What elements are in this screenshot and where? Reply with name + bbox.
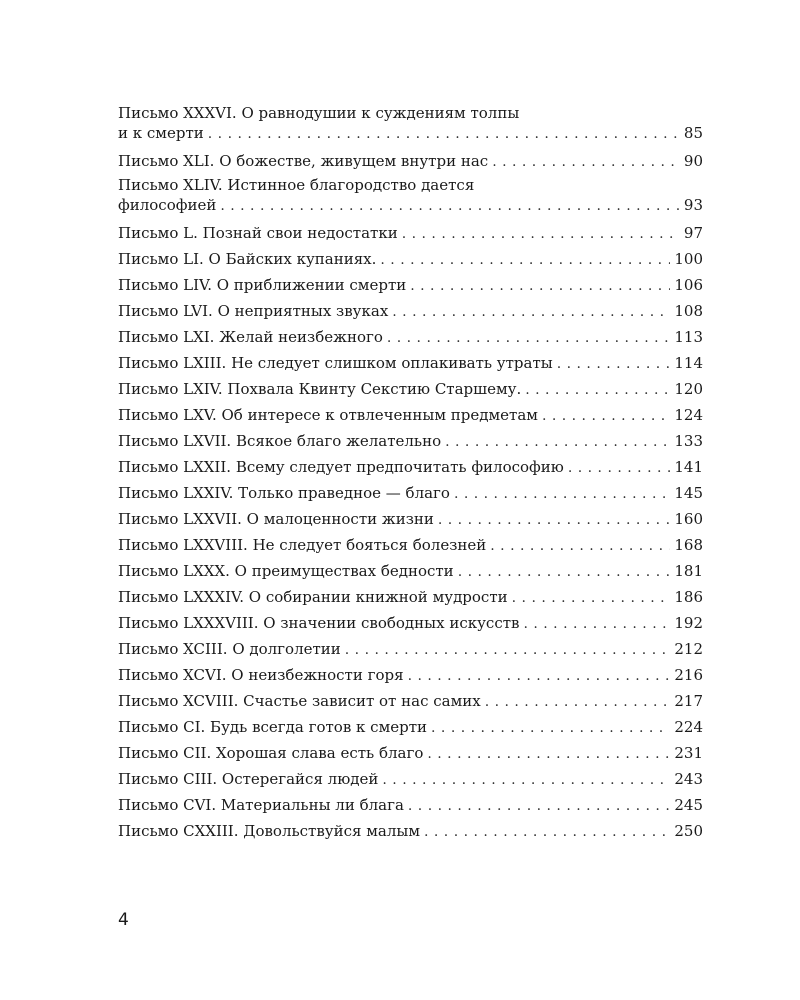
- toc-entry-page: 168: [674, 536, 703, 554]
- dot-leader: [568, 456, 671, 481]
- toc-entry-page: 93: [683, 196, 703, 214]
- toc-entry[interactable]: [118, 689, 703, 715]
- toc-entry-title: Письмо LXXIV. Только праведное — благо: [118, 484, 450, 502]
- dot-leader: [392, 300, 670, 325]
- toc-entry[interactable]: [118, 767, 703, 793]
- toc-entry[interactable]: [118, 103, 703, 144]
- dot-leader: [380, 248, 670, 273]
- dot-leader: [438, 508, 670, 533]
- dot-leader: [525, 378, 670, 403]
- toc-entry-title: философией: [118, 196, 217, 214]
- toc-entry-title: Письмо XCVI. О неизбежности горя: [118, 666, 404, 684]
- dot-leader: [427, 742, 670, 767]
- toc-entry[interactable]: [118, 247, 703, 273]
- toc-entry[interactable]: [118, 637, 703, 663]
- toc-entry-page: 133: [674, 432, 703, 450]
- toc-entry-title: Письмо XCVIII. Счастье зависит от нас самих: [118, 692, 481, 710]
- dot-leader: [557, 352, 671, 377]
- toc-entry-title: Письмо LXV. Об интересе к отвлеченным предметам: [118, 406, 538, 424]
- dot-leader: [345, 638, 671, 663]
- toc-entry-title: Письмо CI. Будь всегда готов к смерти: [118, 718, 428, 736]
- toc-entry-title: Письмо LXXII. Всему следует предпочитать философию: [118, 458, 564, 476]
- toc-entry-title-line1: Письмо XLIV. Истинное благородство дается: [118, 176, 475, 194]
- dot-leader: [402, 222, 680, 247]
- toc-entry-title: Письмо CXXIII. Довольствуйся малым: [118, 822, 420, 840]
- dot-leader: [410, 274, 670, 299]
- toc-entry-title: Письмо LXXVII. О малоценности жизни: [118, 510, 434, 528]
- toc-entry-title: Письмо LXI. Желай неизбежного: [118, 328, 383, 346]
- toc-entry-page: 124: [674, 406, 703, 424]
- toc-entry-title: Письмо LXVII. Всякое благо желательно: [118, 432, 442, 450]
- toc-entry-title: Письмо CIII. Остерегайся людей: [118, 770, 379, 788]
- toc-entry-page: 145: [674, 484, 703, 502]
- toc-entry[interactable]: [118, 149, 703, 175]
- dot-leader: [431, 716, 670, 741]
- toc-entry-page: 243: [674, 770, 703, 788]
- toc-entry[interactable]: [118, 819, 703, 845]
- toc-entry-page: 141: [674, 458, 703, 476]
- dot-leader: [512, 586, 671, 611]
- toc-entry-title: Письмо L. Познай свои недостатки: [118, 224, 398, 242]
- toc-entry[interactable]: [118, 507, 703, 533]
- dot-leader: [492, 150, 680, 175]
- toc-entry-page: 250: [674, 822, 703, 840]
- toc-entry-title: Письмо CII. Хорошая слава есть благо: [118, 744, 424, 762]
- toc-entry-page: 192: [674, 614, 703, 632]
- toc-entry-title: Письмо LIV. О приближении смерти: [118, 276, 407, 294]
- toc-entry[interactable]: [118, 793, 703, 819]
- toc-entry[interactable]: [118, 299, 703, 325]
- toc-entry[interactable]: [118, 325, 703, 351]
- toc-entry-page: 245: [674, 796, 703, 814]
- toc-entry[interactable]: [118, 663, 703, 689]
- dot-leader: [220, 196, 680, 216]
- toc-entry[interactable]: [118, 533, 703, 559]
- toc-entry[interactable]: [118, 715, 703, 741]
- toc-entry[interactable]: [118, 429, 703, 455]
- dot-leader: [382, 768, 670, 793]
- toc-entry-title: Письмо LXIII. Не следует слишком оплакивать утраты: [118, 354, 553, 372]
- toc-entry-title: Письмо LXXX. О преимуществах бедности: [118, 562, 454, 580]
- toc-entry[interactable]: [118, 175, 703, 216]
- toc-entry-page: 216: [674, 666, 703, 684]
- toc-entry-title: Письмо LXIV. Похвала Квинту Секстию Старшему.: [118, 380, 522, 398]
- toc-entry-page: 186: [674, 588, 703, 606]
- toc-entry-page: 224: [674, 718, 703, 736]
- toc-entry-page: 108: [674, 302, 703, 320]
- page-number: 4: [118, 910, 129, 930]
- toc-entry[interactable]: [118, 403, 703, 429]
- toc-entry-title: Письмо CVI. Материальны ли блага: [118, 796, 404, 814]
- dot-leader: [424, 820, 670, 845]
- toc-entry[interactable]: [118, 273, 703, 299]
- toc-entry-title: Письмо LXXXIV. О собирании книжной мудрости: [118, 588, 508, 606]
- toc-entry[interactable]: [118, 481, 703, 507]
- dot-leader: [387, 326, 671, 351]
- table-of-contents: [118, 103, 703, 845]
- toc-entry-page: 212: [674, 640, 703, 658]
- toc-entry-title: и к смерти: [118, 124, 204, 142]
- dot-leader: [208, 124, 680, 144]
- toc-entry-page: 100: [674, 250, 703, 268]
- toc-entry[interactable]: [118, 585, 703, 611]
- toc-entry-page: 231: [674, 744, 703, 762]
- toc-entry-title: Письмо LXXVIII. Не следует бояться болезней: [118, 536, 487, 554]
- toc-entry[interactable]: [118, 611, 703, 637]
- toc-entry-title: Письмо LXXXVIII. О значении свободных искусств: [118, 614, 520, 632]
- dot-leader: [458, 560, 671, 585]
- dot-leader: [454, 482, 670, 507]
- dot-leader: [445, 430, 670, 455]
- toc-entry-page: 120: [674, 380, 703, 398]
- toc-entry-page: 97: [683, 224, 703, 242]
- toc-entry-page: 113: [674, 328, 703, 346]
- dot-leader: [490, 534, 670, 559]
- toc-entry[interactable]: [118, 221, 703, 247]
- toc-entry-page: 217: [674, 692, 703, 710]
- toc-entry-title: Письмо LVI. О неприятных звуках: [118, 302, 389, 320]
- toc-entry-page: 106: [674, 276, 703, 294]
- toc-entry[interactable]: [118, 741, 703, 767]
- toc-entry-title-line1: Письмо XXXVI. О равнодушии к суждениям толпы: [118, 104, 520, 122]
- toc-entry[interactable]: [118, 377, 703, 403]
- toc-entry-page: 160: [674, 510, 703, 528]
- toc-entry-title: Письмо XLI. О божестве, живущем внутри нас: [118, 152, 489, 170]
- dot-leader: [408, 794, 670, 819]
- dot-leader: [523, 612, 670, 637]
- toc-entry-page: 85: [683, 124, 703, 142]
- toc-entry-page: 90: [683, 152, 703, 170]
- dot-leader: [408, 664, 671, 689]
- toc-entry-title: Письмо LI. О Байских купаниях.: [118, 250, 377, 268]
- dot-leader: [485, 690, 671, 715]
- toc-entry[interactable]: [118, 559, 703, 585]
- toc-entry-page: 181: [674, 562, 703, 580]
- toc-entry-page: 114: [674, 354, 703, 372]
- dot-leader: [542, 404, 670, 429]
- toc-entry[interactable]: [118, 455, 703, 481]
- toc-entry-title: Письмо XCIII. О долголетии: [118, 640, 341, 658]
- toc-entry[interactable]: [118, 351, 703, 377]
